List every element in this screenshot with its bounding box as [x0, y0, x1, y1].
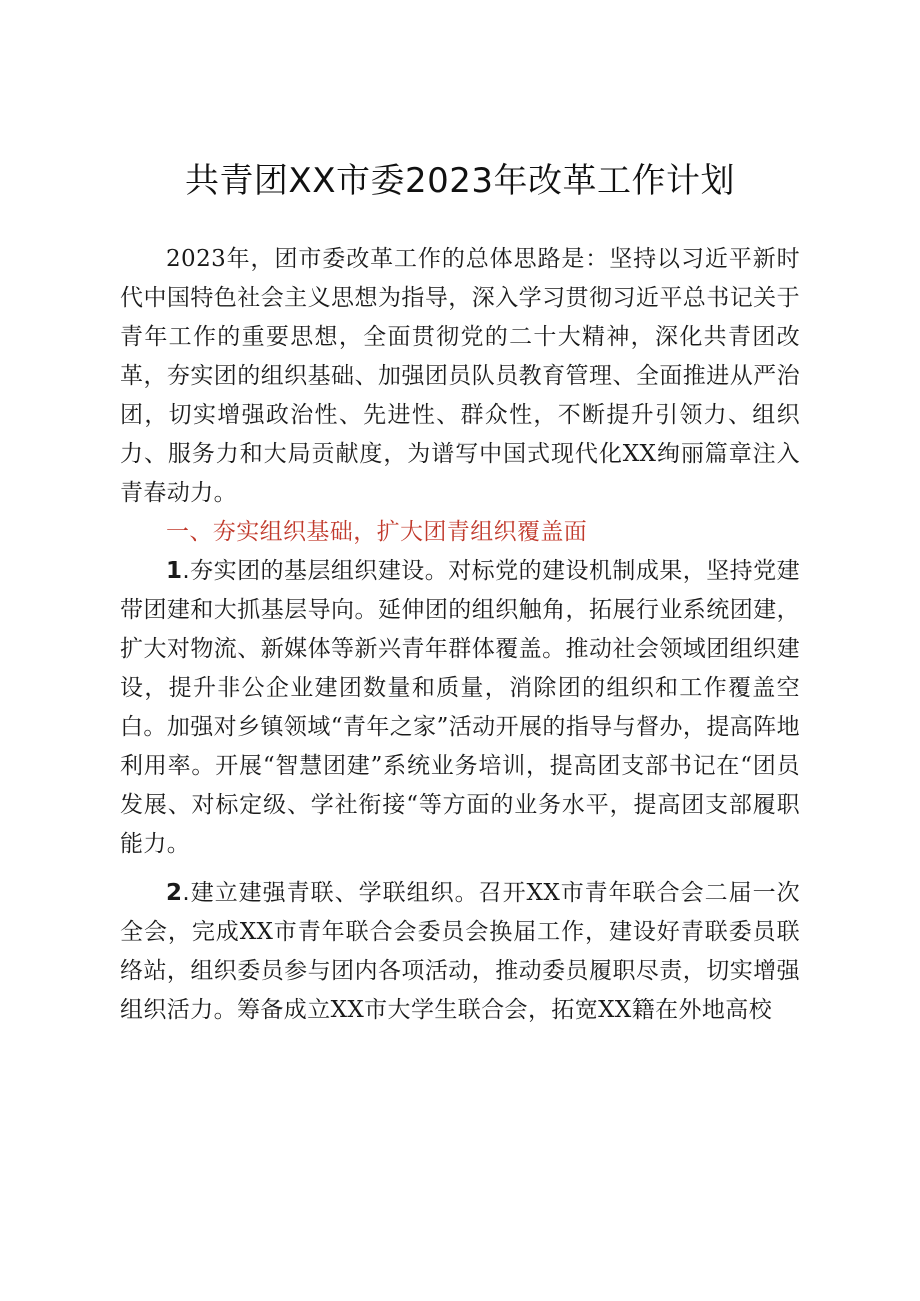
section-heading: 一、夯实组织基础，扩大团青组织覆盖面 [166, 519, 588, 545]
item-text: 召开XX市青年联合会二届一次全会，完成XX市青年联合会委员会换届工作，建设好青联委员联络站，组织委员参与团内各项活动，推动委员履职尽责，切实增强组织活力。筹备成立XX市大学生联合会，拓宽XX籍在外地高校 [120, 880, 800, 1023]
item-number: 2 [166, 880, 183, 906]
document-title: 共青团XX市委2023年改革工作计划 [184, 161, 736, 201]
item-lead: .建立建强青联、学联组织。 [182, 880, 479, 906]
item-paragraph-1 [120, 552, 800, 864]
document-body [120, 240, 800, 1030]
item-text: 对标党的建设机制成果，坚持党建带团建和大抓基层导向。延伸团的组织触角，拓展行业系统团建，扩大对物流、新媒体等新兴青年群体覆盖。推动社会领域团组织建设，提升非公企业建团数量和质量，消除团的组织和工作覆盖空白。加强对乡镇领域“青年之家”活动开展的指导与督办，提高阵地利用率。开展“智慧团建”系统业务培训，提高团支部书记在“团员发展、对标定级、学社衔接“等方面的业务水平，提高团支部履职能力。 [120, 558, 800, 857]
intro-paragraph: 2023年，团市委改革工作的总体思路是：坚持以习近平新时代中国特色社会主义思想为指导，深入学习贯彻习近平总书记关于青年工作的重要思想，全面贯彻党的二十大精神，深化共青团改革，夯实团的组织基础、加强团员队员教育管理、全面推进从严治团，切实增强政治性、先进性、群众性，不断提升引领力、组织力、服务力和大局贡献度，为谱写中国式现代化XX绚丽篇章注入青春动力。 [120, 246, 800, 506]
item-lead: .夯实团的基层组织建设。 [182, 558, 449, 584]
item-number: 1 [166, 558, 183, 584]
item-paragraph-2 [120, 874, 800, 1030]
